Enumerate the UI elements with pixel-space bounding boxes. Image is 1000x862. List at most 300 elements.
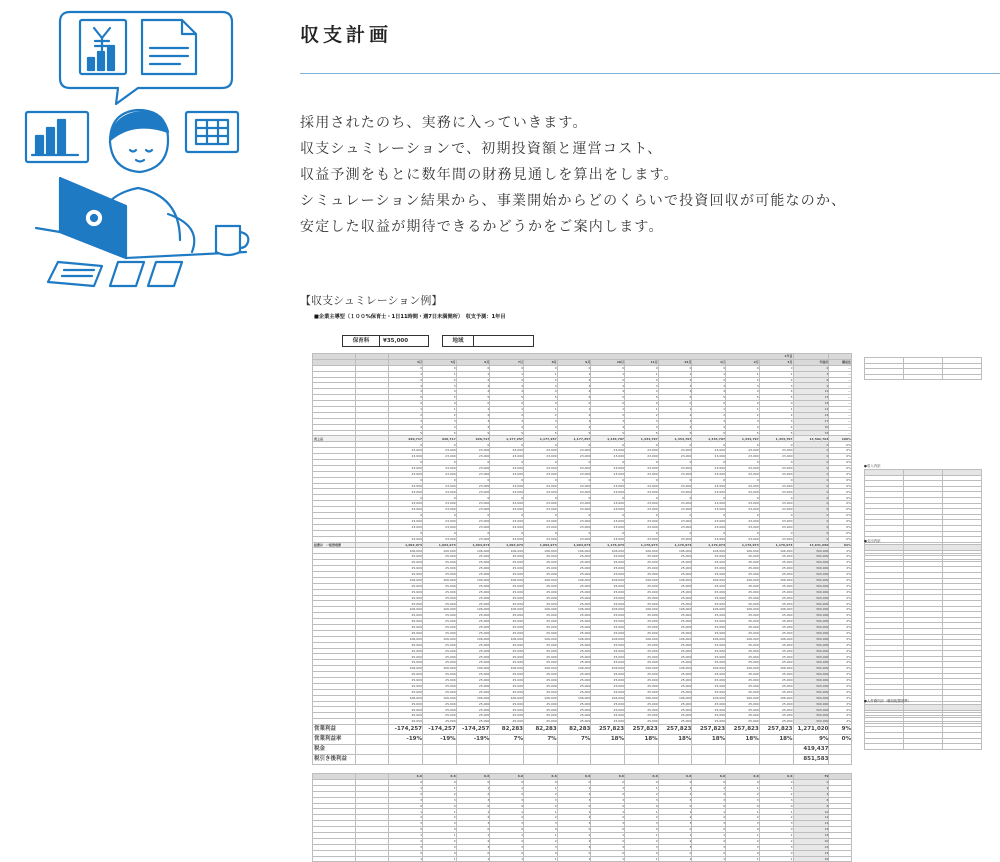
sheet-cell: 106,000 — [759, 695, 793, 701]
sheet-cell — [355, 725, 389, 735]
sheet-cell: 25,000 — [759, 566, 793, 572]
sheet-cell: 0 — [793, 518, 829, 524]
sheet-cell — [355, 745, 389, 755]
sheet-cell: 0 — [793, 477, 829, 483]
sheet-cell: 23,000 — [456, 454, 490, 460]
sheet-cell: 82,283 — [490, 725, 524, 735]
sheet-cell: 25,000 — [658, 642, 692, 648]
sheet-cell: 25,000 — [490, 613, 524, 619]
sheet-cell: 23,000 — [490, 518, 524, 524]
sheet-cell: 25,000 — [557, 683, 591, 689]
sheet-row — [313, 735, 852, 745]
sheet-cell: 23,000 — [389, 536, 423, 542]
sheet-cell: 0 — [456, 401, 490, 407]
sheet-cell: 25,000 — [423, 642, 457, 648]
sheet-cell: 1 — [759, 407, 793, 413]
sheet-cell: 1 — [658, 407, 692, 413]
sheet-cell: 0% — [829, 495, 852, 501]
sheet-cell: 1 — [759, 833, 793, 839]
sheet-cell: 0 — [692, 460, 726, 466]
sheet-cell: 5 — [625, 395, 659, 401]
sheet-cell: 25,000 — [658, 683, 692, 689]
sheet-cell: 5 — [389, 395, 423, 401]
sheet-cell: 2% — [829, 672, 852, 678]
sheet-cell: 2% — [829, 601, 852, 607]
sheet-cell: 1 — [692, 833, 726, 839]
sheet-cell: 106,000 — [389, 695, 423, 701]
sheet-cell: 106,000 — [658, 607, 692, 613]
sheet-cell: 23,000 — [456, 507, 490, 513]
sheet-cell — [625, 755, 659, 765]
sheet-cell: 257,823 — [726, 725, 760, 735]
sheet-cell: 1 — [692, 785, 726, 791]
sheet-cell: 3 — [389, 821, 423, 827]
sheet-cell: 0 — [793, 448, 829, 454]
sheet-cell: 0 — [423, 803, 457, 809]
sheet-cell: 0 — [625, 780, 659, 786]
sheet-cell: 25,000 — [456, 571, 490, 577]
sheet-cell: 106,000 — [591, 548, 625, 554]
sheet-cell: 25,000 — [524, 571, 558, 577]
sheet-cell: — — [829, 389, 852, 395]
sheet-cell: 25,000 — [692, 554, 726, 560]
sheet-cell — [389, 755, 423, 765]
sheet-cell: 23,000 — [524, 501, 558, 507]
sheet-cell: 0 — [793, 483, 829, 489]
sheet-cell: 10 — [793, 809, 829, 815]
sheet-cell: 0 — [759, 460, 793, 466]
sheet-cell: 4 — [625, 389, 659, 395]
sheet-cell: 0% — [829, 518, 852, 524]
sheet-cell: 25,000 — [423, 560, 457, 566]
sheet-cell: 2 — [456, 412, 490, 418]
sheet-cell: — — [829, 424, 852, 430]
sheet-cell: 25,000 — [490, 677, 524, 683]
sheet-cell: 25,000 — [557, 571, 591, 577]
sheet-cell: 25,000 — [692, 560, 726, 566]
sheet-cell: 300,000 — [793, 554, 829, 560]
side-cell — [865, 744, 904, 750]
sheet-cell: 0% — [829, 524, 852, 530]
sheet-cell — [313, 765, 356, 774]
sheet-cell: 0 — [726, 477, 760, 483]
sheet-cell: 23,000 — [524, 448, 558, 454]
sheet-cell — [625, 765, 659, 774]
sheet-cell: 0 — [591, 495, 625, 501]
sheet-cell: 1 — [423, 809, 457, 815]
sheet-cell: 1 — [423, 371, 457, 377]
sheet-cell: 25,000 — [591, 630, 625, 636]
sheet-cell: 2% — [829, 571, 852, 577]
sheet-cell: 2 — [759, 377, 793, 383]
sheet-cell: 300,000 — [793, 672, 829, 678]
sheet-cell: 5 — [591, 430, 625, 436]
sheet-cell: 0 — [557, 495, 591, 501]
sheet-cell: 25,000 — [591, 583, 625, 589]
sheet-cell: 25,000 — [557, 583, 591, 589]
sheet-cell: 23,000 — [759, 465, 793, 471]
sheet-cell: 106,000 — [456, 607, 490, 613]
sheet-cell: — — [829, 395, 852, 401]
sheet-cell: 23,000 — [456, 518, 490, 524]
sheet-cell: 2% — [829, 707, 852, 713]
sheet-cell: 0 — [524, 850, 558, 856]
sheet-cell: 9% — [793, 735, 829, 745]
sheet-cell: 0% — [829, 501, 852, 507]
fee-field — [342, 335, 429, 347]
sheet-cell: 25,000 — [557, 624, 591, 630]
sheet-cell: 1,094,973 — [456, 542, 490, 548]
sheet-cell: 2 — [490, 377, 524, 383]
sheet-cell: 3 — [524, 797, 558, 803]
sheet-cell: 0% — [829, 735, 852, 745]
sheet-cell: 0 — [557, 460, 591, 466]
sheet-cell: 23,000 — [389, 448, 423, 454]
sheet-cell: 25,000 — [692, 689, 726, 695]
sheet-cell: 25,000 — [658, 701, 692, 707]
sheet-cell: 25,000 — [490, 719, 524, 725]
sheet-cell: 106,000 — [557, 636, 591, 642]
fee-label: 保育料 — [343, 336, 380, 346]
sheet-cell: 23,000 — [423, 483, 457, 489]
sheet-cell: 25,000 — [423, 613, 457, 619]
sheet-cell: 3 — [658, 383, 692, 389]
sheet-cell: 5 — [490, 430, 524, 436]
sheet-cell: 2 — [557, 815, 591, 821]
sheet-cell: 3 — [658, 418, 692, 424]
sheet-cell: 3 — [759, 383, 793, 389]
sheet-cell: 25,000 — [557, 613, 591, 619]
sheet-cell: 3 — [692, 821, 726, 827]
sheet-cell: 0 — [490, 780, 524, 786]
sheet-cell: 25,000 — [658, 619, 692, 625]
sheet-cell: 25,000 — [456, 566, 490, 572]
sheet-cell: 1 — [423, 785, 457, 791]
sheet-cell: 1 — [557, 833, 591, 839]
sheet-cell: 3 — [389, 418, 423, 424]
sheet-cell: 0 — [658, 442, 692, 448]
sheet-cell: 3 — [423, 797, 457, 803]
sheet-cell: 0 — [759, 850, 793, 856]
area-field — [442, 335, 534, 347]
sheet-cell: 2 — [423, 412, 457, 418]
sheet-cell — [759, 755, 793, 765]
sheet-cell: 1 — [456, 785, 490, 791]
sheet-cell — [759, 745, 793, 755]
sheet-cell: 300,000 — [793, 648, 829, 654]
sheet-cell: 23,000 — [658, 536, 692, 542]
sheet-cell: 25,000 — [524, 624, 558, 630]
sheet-cell: 300,000 — [793, 713, 829, 719]
sheet-cell: 25,000 — [490, 713, 524, 719]
sheet-cell: 6.6 — [759, 774, 793, 780]
sheet-cell: 25,000 — [658, 571, 692, 577]
sheet-cell: 0 — [591, 803, 625, 809]
sheet-cell: 25,000 — [389, 583, 423, 589]
sheet-cell: 106,000 — [625, 666, 659, 672]
sheet-cell: 2 — [423, 791, 457, 797]
sheet-cell: 23,000 — [557, 518, 591, 524]
sheet-cell: 106,000 — [591, 695, 625, 701]
sheet-cell: 25,000 — [524, 677, 558, 683]
sheet-cell: 25,000 — [759, 589, 793, 595]
sheet-cell: 23,000 — [524, 489, 558, 495]
sheet-cell: 23,000 — [490, 483, 524, 489]
sheet-cell — [692, 745, 726, 755]
sheet-cell: 23,000 — [557, 507, 591, 513]
fee-value: ¥35,000 — [383, 338, 409, 344]
sheet-cell: 12 — [793, 389, 829, 395]
sheet-cell: 106,000 — [759, 607, 793, 613]
sheet-cell: 25,000 — [490, 571, 524, 577]
sheet-cell: 25,000 — [591, 595, 625, 601]
sheet-cell: 851,583 — [793, 755, 829, 765]
sheet-cell: 2 — [726, 838, 760, 844]
sheet-cell: 2% — [829, 566, 852, 572]
sheet-cell: 1 — [389, 371, 423, 377]
sheet-cell: 0 — [524, 401, 558, 407]
sheet-cell: 4 — [658, 389, 692, 395]
sheet-cell: 4 — [557, 424, 591, 430]
sheet-cell: 25,000 — [389, 701, 423, 707]
sheet-cell: 25,000 — [524, 613, 558, 619]
sheet-cell: 300,000 — [793, 666, 829, 672]
sheet-cell: 23,000 — [759, 454, 793, 460]
sheet-cell: 23,000 — [490, 471, 524, 477]
sheet-cell: 0% — [829, 507, 852, 513]
sheet-cell: 25,000 — [658, 589, 692, 595]
sheet-cell: 1 — [591, 809, 625, 815]
sheet-cell: 106,000 — [389, 666, 423, 672]
sheet-cell: 1,176,973 — [692, 542, 726, 548]
sheet-cell: 0 — [490, 495, 524, 501]
sheet-cell: 106,000 — [389, 577, 423, 583]
sheet-cell — [456, 755, 490, 765]
sheet-cell: 25,000 — [726, 566, 760, 572]
sheet-cell: 25,000 — [524, 654, 558, 660]
sheet-cell: 4月 — [389, 359, 423, 365]
sheet-cell: 0 — [423, 827, 457, 833]
sheet-cell: 23,000 — [423, 448, 457, 454]
sheet-cell: 1 — [423, 407, 457, 413]
sheet-cell: 2 — [591, 791, 625, 797]
sheet-cell: 25,000 — [557, 677, 591, 683]
sheet-cell: 100% — [829, 436, 852, 442]
sheet-cell: 25,000 — [692, 683, 726, 689]
sheet-cell: 1 — [490, 407, 524, 413]
sheet-cell: 18% — [658, 735, 692, 745]
sheet-cell: 2 — [490, 815, 524, 821]
sheet-cell: 23,000 — [625, 483, 659, 489]
sheet-cell: 25,000 — [490, 619, 524, 625]
sheet-cell: 25,000 — [389, 560, 423, 566]
sheet-cell: 0 — [759, 827, 793, 833]
sheet-cell: 25,000 — [591, 683, 625, 689]
sheet-cell: 25,000 — [389, 601, 423, 607]
sheet-cell: 4 — [456, 424, 490, 430]
sheet-cell: 2% — [829, 719, 852, 725]
sheet-cell: 0 — [456, 850, 490, 856]
sheet-cell: 106,000 — [456, 577, 490, 583]
sheet-cell: 4 — [524, 389, 558, 395]
sheet-cell: 2 — [625, 412, 659, 418]
sheet-cell: 1 — [759, 371, 793, 377]
sheet-cell: 106,000 — [389, 548, 423, 554]
sheet-cell: 0 — [793, 513, 829, 519]
sheet-cell: 25,000 — [591, 660, 625, 666]
side-panel-top — [864, 357, 982, 380]
sheet-cell: 1 — [625, 856, 659, 862]
sheet-cell: 0 — [591, 780, 625, 786]
sheet-cell: 2 — [557, 791, 591, 797]
sheet-cell: 1 — [692, 407, 726, 413]
sheet-cell: 23,000 — [591, 518, 625, 524]
sheet-cell: 25,000 — [490, 642, 524, 648]
sheet-cell: 106,000 — [591, 666, 625, 672]
sheet-cell: 27 — [793, 418, 829, 424]
sheet-cell: 0 — [726, 803, 760, 809]
sheet-cell: 25,000 — [389, 648, 423, 654]
sheet-cell: 1 — [490, 809, 524, 815]
sheet-cell: 2 — [759, 791, 793, 797]
sheet-cell: 23,000 — [557, 448, 591, 454]
side-label: ●収入内訳 — [864, 464, 881, 468]
sheet-cell: 25,000 — [524, 689, 558, 695]
sheet-cell: 25,000 — [557, 648, 591, 654]
sheet-cell: 25,000 — [456, 583, 490, 589]
sheet-cell: 106,000 — [591, 577, 625, 583]
sheet-cell: 25,000 — [625, 642, 659, 648]
sheet-cell: 2 — [423, 838, 457, 844]
sheet-cell: 2% — [829, 695, 852, 701]
sheet-cell: 4 — [625, 424, 659, 430]
sheet-cell: 0 — [591, 401, 625, 407]
sheet-cell: 82,283 — [524, 725, 558, 735]
sheet-cell: 3 — [625, 844, 659, 850]
example-caption: 【収支シュミレーション例】 — [300, 294, 443, 307]
sheet-cell: 0 — [793, 530, 829, 536]
sheet-cell: 0 — [793, 780, 829, 786]
sheet-cell: 23,000 — [389, 501, 423, 507]
sheet-cell: 6.6 — [490, 774, 524, 780]
sheet-cell: 0 — [625, 401, 659, 407]
sheet-cell: 10月 — [591, 359, 625, 365]
sheet-cell: 106,000 — [456, 695, 490, 701]
sheet-cell: 25,000 — [759, 583, 793, 589]
sheet-cell: 14 — [793, 821, 829, 827]
sheet-cell: 0 — [456, 495, 490, 501]
sheet-cell: 106,000 — [658, 666, 692, 672]
sheet-cell: 106,000 — [692, 607, 726, 613]
sheet-cell: 25,000 — [759, 554, 793, 560]
sheet-cell: 2 — [726, 815, 760, 821]
sheet-cell: 25,000 — [389, 630, 423, 636]
sheet-cell: 23,000 — [490, 501, 524, 507]
sheet-cell: 2 — [625, 791, 659, 797]
sheet-cell: 5 — [692, 430, 726, 436]
sheet-cell: — — [829, 407, 852, 413]
side-cell — [943, 744, 982, 750]
sheet-cell: 0 — [490, 365, 524, 371]
sheet-cell: 2 — [759, 815, 793, 821]
sheet-cell: 12 — [793, 815, 829, 821]
sheet-cell: 25,000 — [726, 707, 760, 713]
sheet-cell: 2 — [692, 377, 726, 383]
sheet-cell: 25,000 — [423, 624, 457, 630]
sheet-cell: 2 — [591, 412, 625, 418]
sheet-cell: 0 — [726, 495, 760, 501]
sheet-cell: 300,000 — [793, 660, 829, 666]
sheet-cell: 23,000 — [456, 501, 490, 507]
sheet-cell: 3 — [625, 383, 659, 389]
sheet-cell: 25,000 — [692, 677, 726, 683]
sheet-cell: 9% — [829, 725, 852, 735]
sheet-cell: 25,000 — [692, 630, 726, 636]
sheet-cell: 25,000 — [726, 571, 760, 577]
sheet-cell: 23,000 — [490, 454, 524, 460]
sheet-cell: 0 — [490, 442, 524, 448]
sheet-cell: 23,000 — [658, 507, 692, 513]
sheet-cell: 25,000 — [658, 601, 692, 607]
sheet-cell: 23,000 — [490, 489, 524, 495]
sheet-cell: 25,000 — [726, 701, 760, 707]
sheet-cell: 23,000 — [456, 489, 490, 495]
sheet-cell — [355, 856, 389, 862]
sheet-cell: 2 — [524, 377, 558, 383]
sheet-cell: 25,000 — [625, 648, 659, 654]
sheet-cell: 300,000 — [793, 636, 829, 642]
sheet-cell: 6 — [793, 377, 829, 383]
sheet-cell: 0 — [692, 401, 726, 407]
sheet-cell: 0 — [625, 803, 659, 809]
sheet-cell: 25,000 — [456, 554, 490, 560]
sheet-cell: 2 — [389, 377, 423, 383]
sheet-cell: 25,000 — [490, 701, 524, 707]
sheet-cell: — — [829, 430, 852, 436]
sheet-cell: 25,000 — [423, 683, 457, 689]
sheet-cell: 5 — [456, 430, 490, 436]
sheet-cell: -19% — [456, 735, 490, 745]
sheet-cell: 23,000 — [456, 448, 490, 454]
sheet-cell: 0 — [692, 513, 726, 519]
sheet-cell: 1 — [591, 407, 625, 413]
sheet-cell: 0 — [625, 365, 659, 371]
sheet-cell: 0 — [759, 513, 793, 519]
sheet-cell: 25,000 — [591, 619, 625, 625]
sheet-cell: 2 — [591, 815, 625, 821]
sheet-cell: 6.6 — [625, 774, 659, 780]
sheet-cell: 3 — [456, 844, 490, 850]
sheet-cell: 6.6 — [423, 774, 457, 780]
sheet-cell: 25,000 — [490, 566, 524, 572]
sheet-cell: 0 — [557, 442, 591, 448]
sheet-cell: 2 — [557, 377, 591, 383]
sheet-cell: 2% — [829, 660, 852, 666]
sheet-cell: 23,000 — [591, 507, 625, 513]
sheet-cell: 23,000 — [692, 483, 726, 489]
sheet-cell: 23,000 — [658, 483, 692, 489]
sheet-cell: 0 — [423, 513, 457, 519]
sheet-cell: 25,000 — [625, 654, 659, 660]
sheet-cell: 25,000 — [557, 654, 591, 660]
sheet-cell: 1 — [726, 809, 760, 815]
sheet-cell: 0 — [389, 530, 423, 536]
sheet-cell: 106,000 — [490, 607, 524, 613]
sheet-cell: 23,000 — [759, 448, 793, 454]
sheet-cell: 23,000 — [658, 454, 692, 460]
sheet-cell: 0 — [524, 780, 558, 786]
sheet-cell: 25,000 — [456, 713, 490, 719]
